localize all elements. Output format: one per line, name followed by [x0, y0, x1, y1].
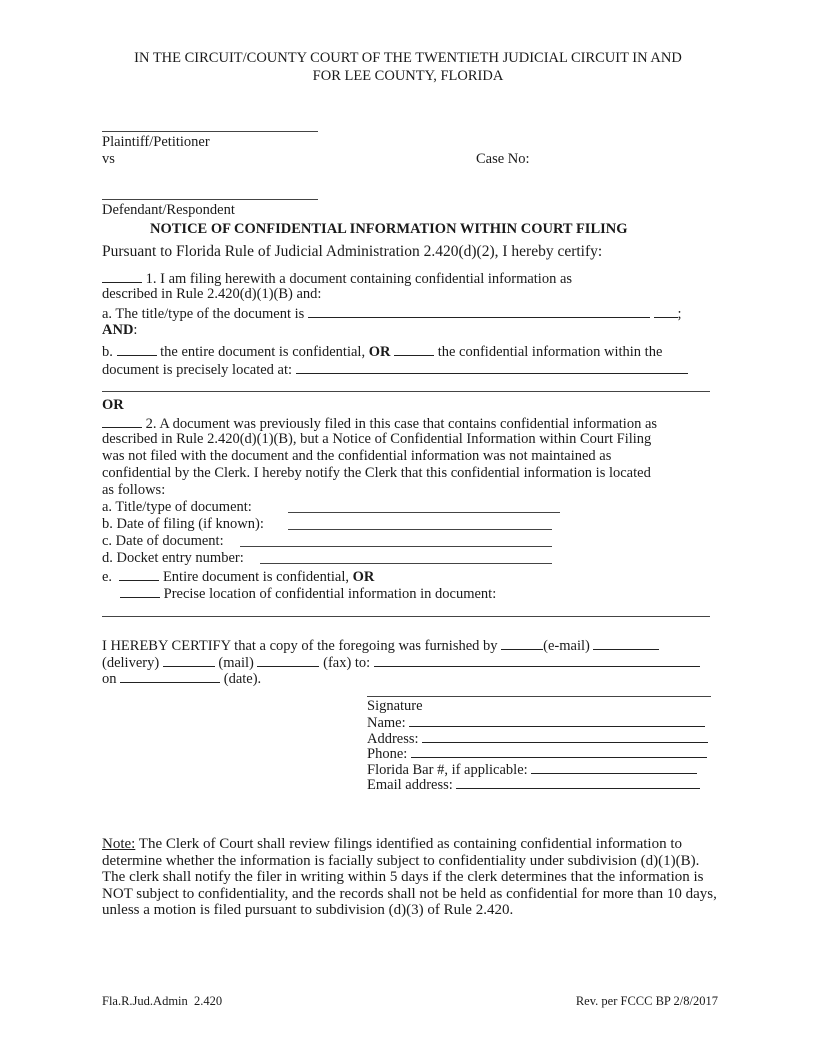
- option2-line3: was not filed with the document and the confidential information was not maintained as: [102, 448, 612, 464]
- option1-line1: 1. I am filing herewith a document containing confidential information as: [102, 269, 572, 287]
- signature-line[interactable]: [367, 696, 711, 697]
- email-blank[interactable]: [501, 636, 543, 650]
- intro-text: Pursuant to Florida Rule of Judicial Administration 2.420(d)(2), I hereby certify:: [102, 243, 603, 260]
- court-header-line2: FOR LEE COUNTY, FLORIDA: [312, 68, 504, 84]
- mail-blank[interactable]: [257, 653, 319, 667]
- option2-line4: confidential by the Clerk. I hereby notify the Clerk that this confidential information is located: [102, 465, 651, 481]
- option2-line5: as follows:: [102, 482, 166, 498]
- plaintiff-label: Plaintiff/Petitioner: [102, 134, 210, 150]
- bar-number-blank[interactable]: [531, 760, 697, 774]
- certify-row3: on (date).: [102, 671, 262, 687]
- delivery-blank[interactable]: [163, 653, 215, 667]
- certify-row2: (delivery) (mail) (fax) to:: [102, 653, 700, 671]
- name-blank[interactable]: [409, 713, 705, 727]
- address-blank[interactable]: [422, 729, 708, 743]
- option2-a-label: a. Title/type of document:: [102, 499, 252, 515]
- option2-line2: described in Rule 2.420(d)(1)(B), but a Notice of Confidential Information within Court Filing: [102, 431, 652, 447]
- note-label: Note:: [102, 836, 136, 852]
- email-address-row: Email address:: [367, 775, 700, 793]
- email-extra-blank[interactable]: [593, 636, 659, 650]
- option1-line2: described in Rule 2.420(d)(1)(B) and:: [102, 286, 322, 302]
- option2-d-label: d. Docket entry number:: [102, 550, 244, 566]
- document-date-blank[interactable]: [240, 546, 552, 547]
- option2-check-blank[interactable]: [102, 414, 142, 428]
- option1-title-row: a. The title/type of the document is ;: [102, 306, 682, 322]
- vs-label: vs: [102, 151, 115, 167]
- precise-location-line[interactable]: [102, 616, 710, 617]
- plaintiff-name-line[interactable]: [102, 131, 318, 132]
- option2-c-label: c. Date of document:: [102, 533, 224, 549]
- entire-confidential-blank[interactable]: [117, 342, 157, 356]
- document-title-extra-blank[interactable]: [654, 304, 678, 318]
- bar-number-row: Florida Bar #, if applicable:: [367, 760, 697, 778]
- docket-entry-blank[interactable]: [260, 563, 552, 564]
- recipient-blank[interactable]: [374, 653, 700, 667]
- service-date-blank[interactable]: [120, 669, 220, 683]
- defendant-name-line[interactable]: [102, 199, 318, 200]
- option2-b-label: b. Date of filing (if known):: [102, 516, 264, 532]
- phone-blank[interactable]: [411, 744, 707, 758]
- note-text: The Clerk of Court shall review filings identified as containing confidential information to determine whether the information is facially subject to confidentiality under subdivision (d)(1)(B). The clerk shall notify the filer in writing within 5 days if the clerk determines that the information is NOT subject to confidentiality, and the records shall not be held as confidential for more than 10 days, unless a motion is filed pursuant to subdivision (d)(3) of Rule 2.420.: [102, 836, 717, 918]
- option1-location-row: document is precisely located at:: [102, 360, 688, 378]
- phone-row: Phone:: [367, 744, 707, 762]
- signature-label: Signature: [367, 698, 423, 714]
- email-address-blank[interactable]: [456, 775, 700, 789]
- option1-check-blank[interactable]: [102, 269, 142, 283]
- partial-confidential-blank[interactable]: [394, 342, 434, 356]
- document-title-blank[interactable]: [308, 304, 650, 318]
- case-number-label: Case No:: [476, 151, 530, 167]
- clerk-note: [102, 836, 722, 919]
- name-row: Name:: [367, 713, 705, 731]
- and-label: AND:: [102, 322, 138, 338]
- footer-rule-citation: Fla.R.Jud.Admin 2.420: [102, 994, 223, 1008]
- option2-e2-row: Precise location of confidential information in document:: [120, 584, 496, 602]
- defendant-label: Defendant/Respondent: [102, 202, 235, 218]
- footer-revision: Rev. per FCCC BP 2/8/2017: [575, 994, 718, 1008]
- option2-line1: 2. A document was previously filed in this case that contains confidential information as: [102, 414, 657, 432]
- certify-row1: I HEREBY CERTIFY that a copy of the foregoing was furnished by (e-mail): [102, 636, 659, 654]
- option2-e-row: e. Entire document is confidential, OR: [102, 569, 375, 585]
- location-blank-continued[interactable]: [102, 391, 710, 392]
- location-blank[interactable]: [296, 360, 688, 374]
- filing-date-blank[interactable]: [288, 529, 552, 530]
- court-header-line1: IN THE CIRCUIT/COUNTY COURT OF THE TWENTIETH JUDICIAL CIRCUIT IN AND: [134, 50, 682, 66]
- or-separator: OR: [102, 397, 124, 413]
- notice-title: NOTICE OF CONFIDENTIAL INFORMATION WITHIN COURT FILING: [150, 221, 628, 237]
- precise-location-blank[interactable]: [120, 584, 160, 598]
- entire-document-blank[interactable]: [119, 567, 159, 581]
- option2-title-blank[interactable]: [288, 512, 560, 513]
- address-row: Address:: [367, 729, 708, 747]
- option1-b-row: b. the entire document is confidential, OR the confidential information within the: [102, 344, 663, 360]
